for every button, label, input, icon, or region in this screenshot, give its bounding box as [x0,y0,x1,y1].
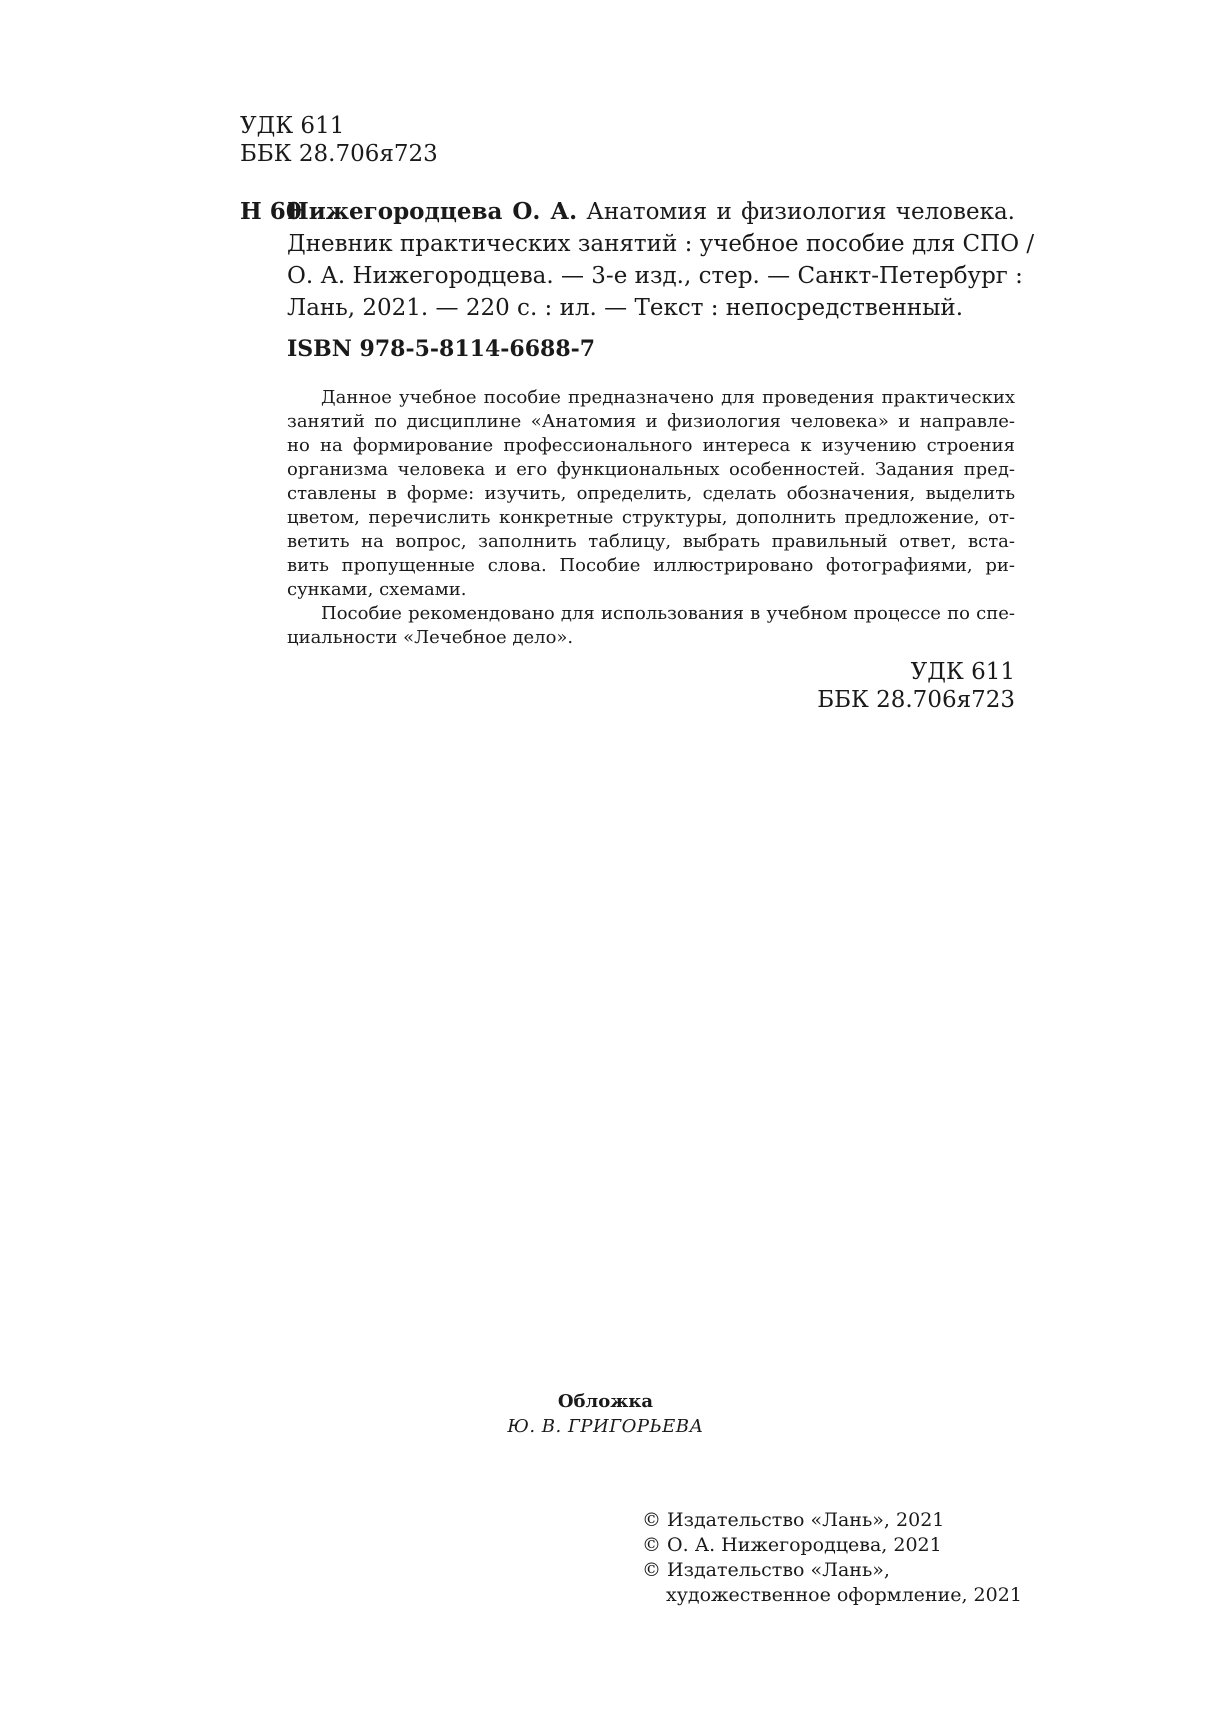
bbk-code: ББК 28.706я723 [817,687,1015,713]
bbk-code: ББК 28.706я723 [240,141,438,167]
udk-code: УДК 611 [240,113,345,139]
copyright-line: © О. А. Нижегородцева, 2021 [642,1534,942,1556]
abstract-line: вить пропущенные слова. Пособие иллюстрировано фотографиями, ри- [287,555,1015,576]
title-start: Анатомия и физиология человека. [577,199,1015,225]
abstract-line: но на формирование профессионального интереса к изучению строения [287,435,1015,456]
classification-block-bottom [817,658,1015,714]
copyright-block [642,1508,1022,1608]
abstract-line: ставлены в форме: изучить, определить, сделать обозначения, выделить [287,483,1015,504]
abstract-line: сунками, схемами. [287,579,467,600]
entry-line-3: О. А. Нижегородцева. — 3-е изд., стер. — Санкт-Петербург : [287,263,1023,289]
cover-label: Обложка [557,1391,654,1412]
abstract-line: организма человека и его функциональных особенностей. Задания пред- [287,459,1015,480]
entry-line-2: Дневник практических занятий : учебное пособие для СПО / [287,231,1035,257]
entry-line-1 [287,196,1015,228]
cover-credit [0,1390,1211,1440]
copyright-line: © Издательство «Лань», 2021 [642,1509,945,1531]
udk-code: УДК 611 [910,659,1015,685]
abstract-line: Данное учебное пособие предназначено для проведения практических [321,387,1015,408]
abstract-line: цветом, перечислить конкретные структуры, дополнить предложение, от- [287,507,1015,528]
author-name: Нижегородцева О. А. [287,198,578,225]
isbn: ISBN 978-5-8114-6688-7 [287,336,596,362]
cover-designer: Ю. В. ГРИГОРЬЕВА [507,1416,704,1437]
copyright-line: © Издательство «Лань», [642,1559,890,1581]
abstract-line: занятий по дисциплине «Анатомия и физиология человека» и направле- [287,411,1015,432]
entry-line-4: Лань, 2021. — 220 с. : ил. — Текст : непосредственный. [287,295,964,321]
author-mark: Н 60 [240,198,302,225]
abstract-line: ветить на вопрос, заполнить таблицу, выбрать правильный ответ, вста- [287,531,1015,552]
abstract-line: циальности «Лечебное дело». [287,627,574,648]
copyright-line: художественное оформление, 2021 [666,1584,1022,1606]
classification-block-top [240,112,438,168]
abstract-line: Пособие рекомендовано для использования в учебном процессе по спе- [321,603,1015,624]
